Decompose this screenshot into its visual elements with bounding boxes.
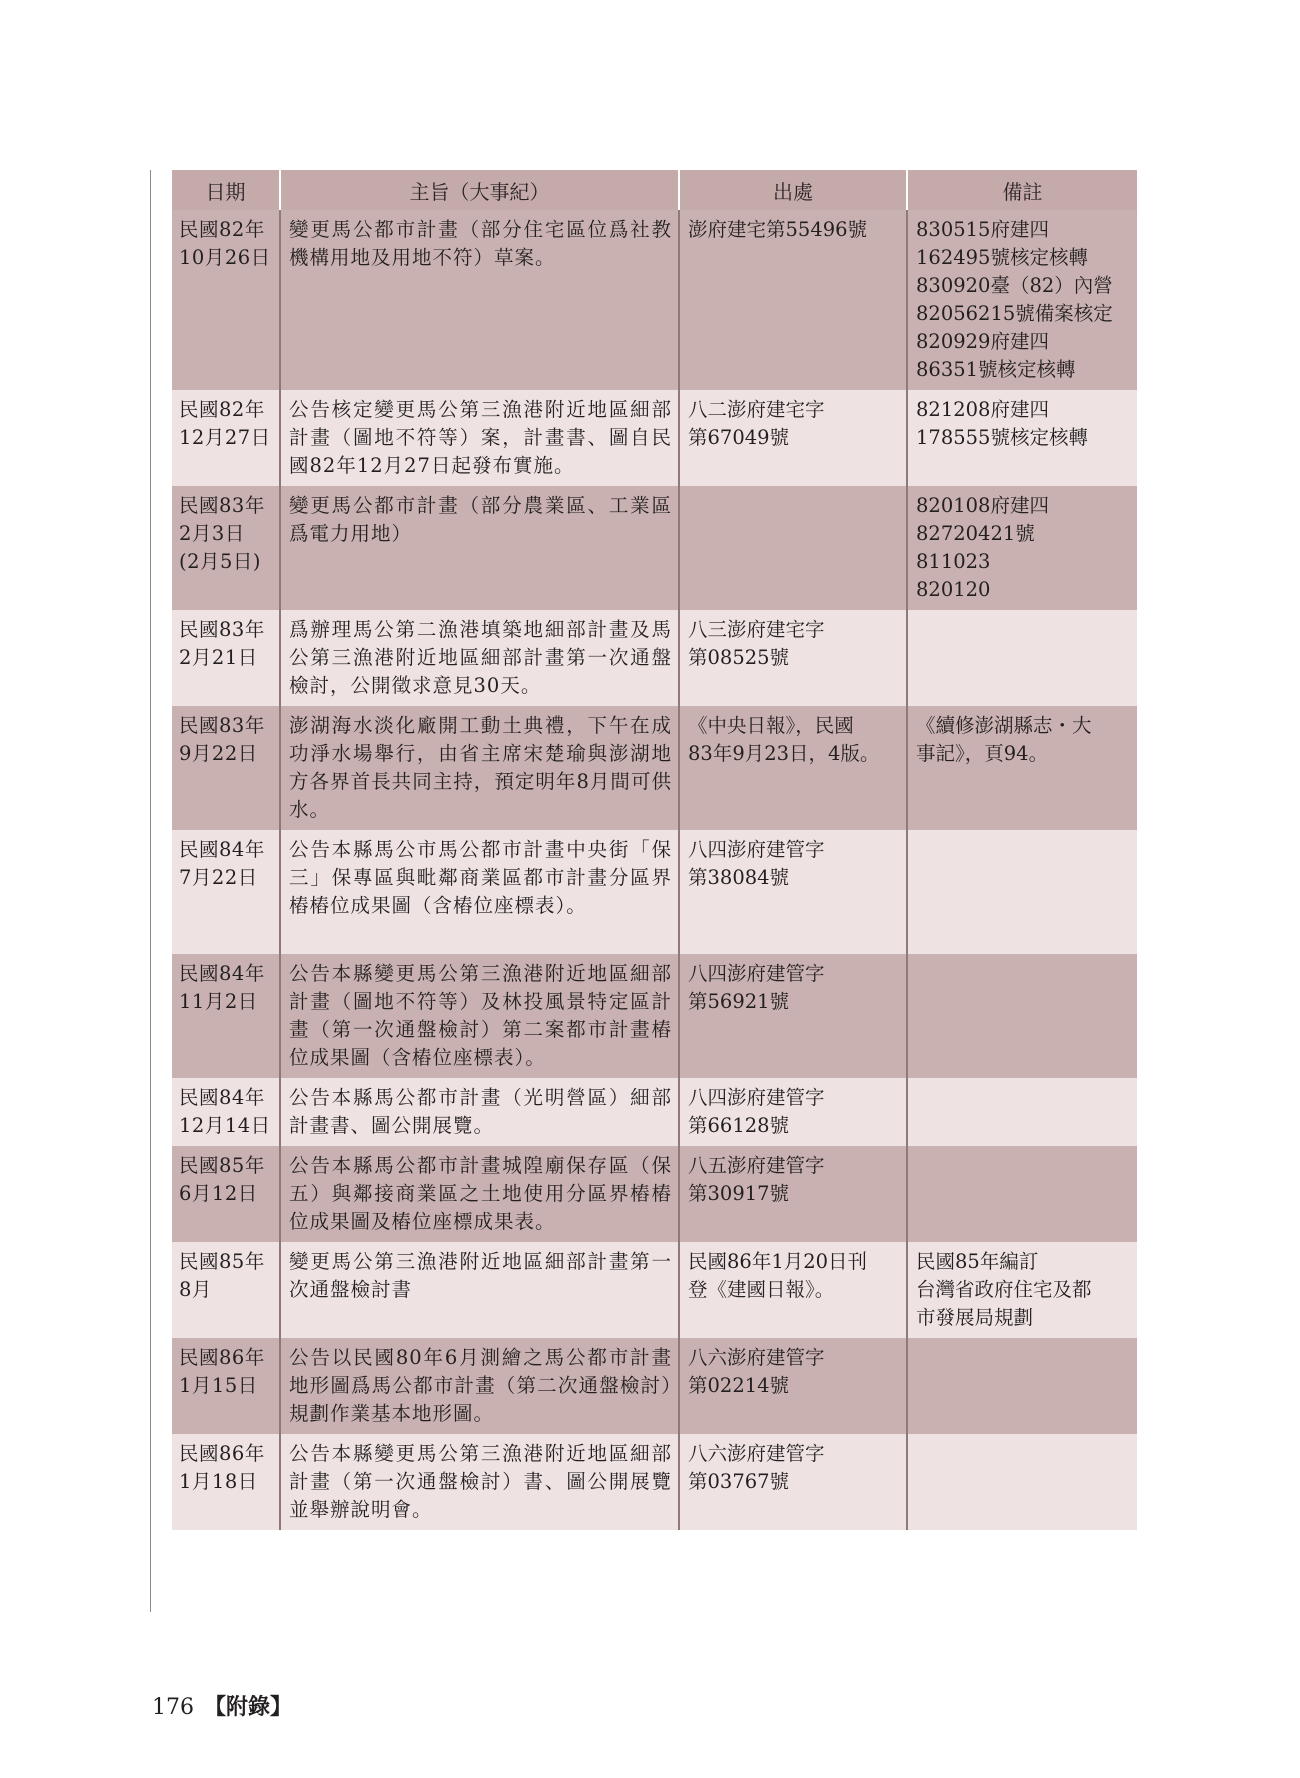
note-cell <box>907 610 1137 706</box>
table-row <box>172 1434 1137 1530</box>
note-line: 《續修澎湖縣志・大 <box>916 714 1092 737</box>
date-cell <box>172 1434 280 1530</box>
subject-cell: 變更馬公都市計畫（部分農業區、工業區爲電力用地） <box>280 486 679 610</box>
date-line: 民國86年 <box>179 1442 265 1465</box>
date-cell <box>172 954 280 1078</box>
table-row <box>172 1242 1137 1338</box>
date-line: 1月18日 <box>179 1470 258 1493</box>
source-line: 第66128號 <box>688 1114 790 1137</box>
source-line: 第56921號 <box>688 990 790 1013</box>
source-cell <box>679 390 907 486</box>
note-cell <box>907 1242 1137 1338</box>
date-line: 7月22日 <box>179 866 258 889</box>
subject-cell: 變更馬公第三漁港附近地區細部計畫第一次通盤檢討書 <box>280 1242 679 1338</box>
note-line: 820108府建四 <box>916 494 1049 517</box>
date-line: 12月14日 <box>179 1114 271 1137</box>
note-line: 820929府建四 <box>916 330 1049 353</box>
note-cell <box>907 390 1137 486</box>
date-line: (2月5日) <box>179 550 262 573</box>
note-line: 811023 <box>916 550 991 573</box>
date-line: 10月26日 <box>179 246 271 269</box>
subject-cell: 公告本縣馬公都市計畫（光明營區）細部計畫書、圖公開展覽。 <box>280 1078 679 1146</box>
page-number: 176 <box>152 1695 194 1720</box>
date-line: 1月15日 <box>179 1374 258 1397</box>
note-cell <box>907 706 1137 830</box>
note-cell <box>907 830 1137 954</box>
table-row <box>172 486 1137 610</box>
table-row <box>172 610 1137 706</box>
note-line: 830515府建四 <box>916 218 1049 241</box>
source-cell <box>679 1338 907 1434</box>
source-line: 登《建國日報》。 <box>688 1278 835 1301</box>
date-line: 民國84年 <box>179 962 265 985</box>
source-line: 八二澎府建宅字 <box>688 398 825 421</box>
date-line: 6月12日 <box>179 1182 258 1205</box>
date-cell <box>172 1242 280 1338</box>
header-subject: 主旨（大事紀） <box>280 170 679 210</box>
date-cell <box>172 390 280 486</box>
source-cell <box>679 706 907 830</box>
note-cell <box>907 954 1137 1078</box>
source-cell <box>679 1434 907 1530</box>
table-row <box>172 830 1137 954</box>
table-row <box>172 1078 1137 1146</box>
source-line: 民國86年1月20日刊 <box>688 1250 868 1273</box>
date-line: 民國83年 <box>179 618 265 641</box>
table-row <box>172 210 1137 390</box>
page-footer <box>152 1690 292 1721</box>
subject-cell: 公告核定變更馬公第三漁港附近地區細部計畫（圖地不符等）案，計畫書、圖自民國82年12月27日起發布實施。 <box>280 390 679 486</box>
source-line: 第38084號 <box>688 866 790 889</box>
subject-cell: 澎湖海水淡化廠開工動土典禮，下午在成功淨水場舉行，由省主席宋楚瑜與澎湖地方各界首長共同主持，預定明年8月間可供水。 <box>280 706 679 830</box>
source-line: 第02214號 <box>688 1374 790 1397</box>
note-cell <box>907 1434 1137 1530</box>
note-line: 事記》，頁94。 <box>916 742 1049 765</box>
source-cell <box>679 1242 907 1338</box>
date-line: 民國82年 <box>179 218 265 241</box>
source-line: 八六澎府建管字 <box>688 1346 825 1369</box>
header-date: 日期 <box>172 170 280 210</box>
source-line: 八六澎府建管字 <box>688 1442 825 1465</box>
date-line: 民國85年 <box>179 1154 265 1177</box>
date-line: 9月22日 <box>179 742 258 765</box>
source-line: 八四澎府建管字 <box>688 1086 825 1109</box>
source-line: 第03767號 <box>688 1470 790 1493</box>
note-line: 821208府建四 <box>916 398 1049 421</box>
date-line: 民國86年 <box>179 1346 265 1369</box>
date-line: 民國84年 <box>179 1086 265 1109</box>
date-line: 民國84年 <box>179 838 265 861</box>
table-row <box>172 706 1137 830</box>
date-cell <box>172 1078 280 1146</box>
header-source: 出處 <box>679 170 907 210</box>
margin-rule <box>150 170 151 1612</box>
source-cell <box>679 210 907 390</box>
table-row <box>172 954 1137 1078</box>
source-line: 第67049號 <box>688 426 790 449</box>
note-line: 86351號核定核轉 <box>916 358 1076 381</box>
date-line: 12月27日 <box>179 426 271 449</box>
date-line: 民國82年 <box>179 398 265 421</box>
note-cell <box>907 486 1137 610</box>
header-note: 備註 <box>907 170 1137 210</box>
note-cell <box>907 1338 1137 1434</box>
note-line: 市發展局規劃 <box>916 1306 1034 1329</box>
note-line: 820120 <box>916 578 991 601</box>
section-label: 【附錄】 <box>204 1694 293 1720</box>
note-line: 民國85年編訂 <box>916 1250 1039 1273</box>
note-line: 台灣省政府住宅及都 <box>916 1278 1092 1301</box>
source-cell <box>679 830 907 954</box>
source-line: 《中央日報》，民國 <box>688 714 854 737</box>
note-cell <box>907 1078 1137 1146</box>
table-body <box>172 210 1137 1530</box>
note-cell <box>907 210 1137 390</box>
note-cell <box>907 1146 1137 1242</box>
subject-cell: 爲辦理馬公第二漁港填築地細部計畫及馬公第三漁港附近地區細部計畫第一次通盤檢討，公開徵求意見30天。 <box>280 610 679 706</box>
source-line: 澎府建宅第55496號 <box>688 218 868 241</box>
table-row <box>172 1146 1137 1242</box>
date-line: 2月3日 <box>179 522 245 545</box>
source-line: 第08525號 <box>688 646 790 669</box>
source-cell <box>679 954 907 1078</box>
source-line: 八四澎府建管字 <box>688 838 825 861</box>
source-line: 83年9月23日，4版。 <box>688 742 880 765</box>
note-line: 830920臺（82）內營 <box>916 274 1113 297</box>
date-line: 8月 <box>179 1278 212 1301</box>
source-line: 八四澎府建管字 <box>688 962 825 985</box>
subject-cell: 公告以民國80年6月測繪之馬公都市計畫地形圖爲馬公都市計畫（第二次通盤檢討）規劃作業基本地形圖。 <box>280 1338 679 1434</box>
source-cell <box>679 1078 907 1146</box>
source-cell <box>679 1146 907 1242</box>
subject-cell: 公告本縣變更馬公第三漁港附近地區細部計畫（第一次通盤檢討）書、圖公開展覽並舉辦說明會。 <box>280 1434 679 1530</box>
table-header <box>172 170 1137 210</box>
date-cell <box>172 210 280 390</box>
source-cell <box>679 486 907 610</box>
date-line: 民國83年 <box>179 494 265 517</box>
note-line: 162495號核定核轉 <box>916 246 1088 269</box>
date-cell <box>172 1146 280 1242</box>
note-line: 82720421號 <box>916 522 1035 545</box>
source-cell <box>679 610 907 706</box>
subject-cell: 變更馬公都市計畫（部分住宅區位爲社教機構用地及用地不符）草案。 <box>280 210 679 390</box>
date-cell <box>172 706 280 830</box>
source-line: 第30917號 <box>688 1182 790 1205</box>
table-row <box>172 1338 1137 1434</box>
date-cell <box>172 610 280 706</box>
subject-cell: 公告本縣變更馬公第三漁港附近地區細部計畫（圖地不符等）及林投風景特定區計畫（第一次通盤檢討）第二案都市計畫樁位成果圖（含樁位座標表）。 <box>280 954 679 1078</box>
date-line: 11月2日 <box>179 990 258 1013</box>
date-line: 2月21日 <box>179 646 258 669</box>
date-line: 民國85年 <box>179 1250 265 1273</box>
date-cell <box>172 486 280 610</box>
date-cell <box>172 1338 280 1434</box>
subject-cell: 公告本縣馬公市馬公都市計畫中央街「保三」保專區與毗鄰商業區都市計畫分區界樁樁位成果圖（含樁位座標表）。 <box>280 830 679 954</box>
note-line: 178555號核定核轉 <box>916 426 1088 449</box>
subject-cell: 公告本縣馬公都市計畫城隍廟保存區（保五）與鄰接商業區之土地使用分區界樁樁位成果圖及樁位座標成果表。 <box>280 1146 679 1242</box>
note-line: 82056215號備案核定 <box>916 302 1113 325</box>
chronicle-table <box>172 170 1137 1530</box>
date-cell <box>172 830 280 954</box>
source-line: 八三澎府建宅字 <box>688 618 825 641</box>
source-line: 八五澎府建管字 <box>688 1154 825 1177</box>
table-row <box>172 390 1137 486</box>
date-line: 民國83年 <box>179 714 265 737</box>
